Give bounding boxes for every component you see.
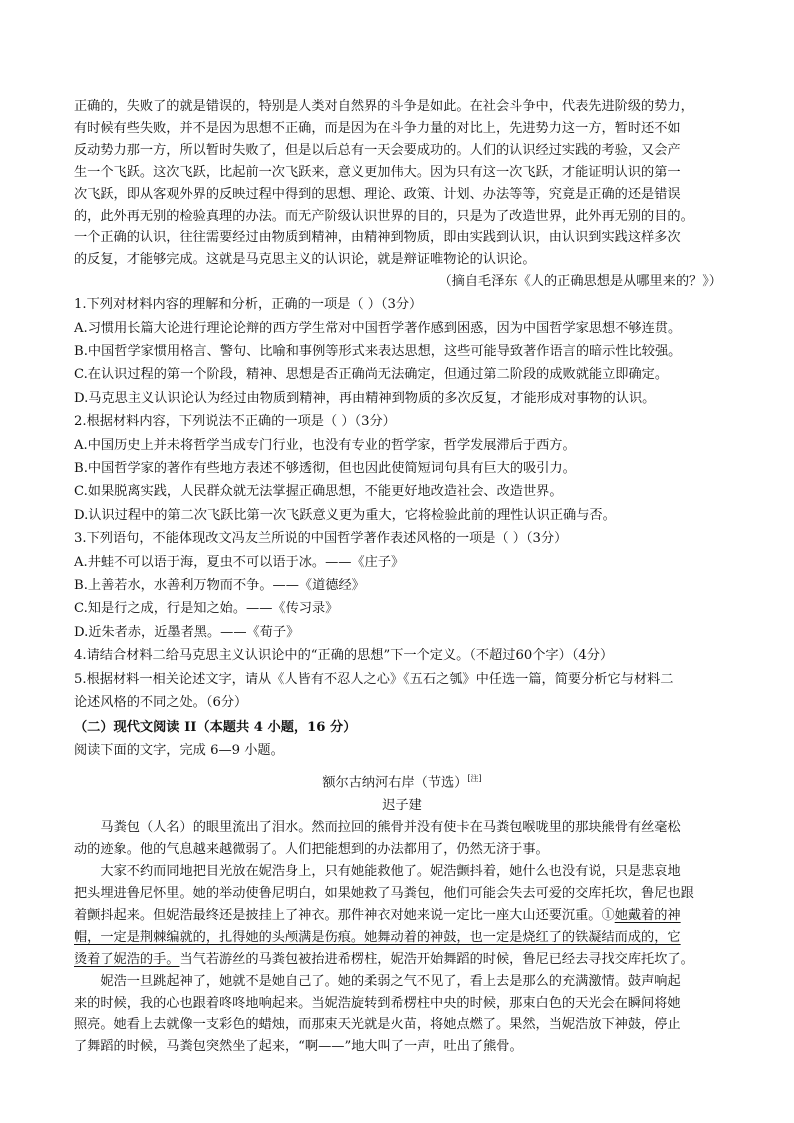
story-title-text: 额尔古纳河右岸（节选） bbox=[322, 775, 468, 791]
underlined-sentence: 烫着了妮浩的手。 bbox=[74, 951, 180, 967]
story-line: 把头埋进鲁尼怀里。她的举动使鲁尼明白，如果她救了马粪包，他们可能会失去可爱的交库托坎，鲁尼也跟 bbox=[74, 885, 694, 901]
question-stem: 2.根据材料内容，下列说法不正确的一项是（ ）（3分） bbox=[74, 414, 396, 430]
story-paragraph-3 bbox=[74, 971, 730, 1059]
story-line bbox=[74, 949, 730, 971]
story-author: 迟子建 bbox=[382, 798, 422, 814]
passage-line: 一个正确的认识，往往需要经过由物质到精神，由精神到物质，即由实践到认识，由认识到实践这样多次 bbox=[74, 230, 681, 246]
option-b: B.中国哲学家惯用格言、警句、比喻和事例等形式来表达思想，这些可能导致著作语言的暗示性比较强。 bbox=[74, 343, 682, 359]
story-line bbox=[74, 905, 730, 927]
story-line: 马粪包（人名）的眼里流出了泪水。然而拉回的熊骨并没有使卡在马粪包喉咙里的那块熊骨有丝毫松 bbox=[100, 820, 681, 836]
question-stem: 4.请结合材料二给马克思主义认识论中的“正确的思想”下一个定义。（不超过60个字）（4分） bbox=[74, 648, 614, 664]
passage-continued bbox=[74, 96, 730, 293]
story-line: 妮浩一旦跳起神了，她就不是她自己了。她的柔弱之气不见了，看上去是那么的充满激情。鼓声响起 bbox=[100, 973, 681, 989]
passage-line: 生一个飞跃。这次飞跃，比起前一次飞跃来，意义更加伟大。因为只有这一次飞跃，才能证明认识的第一 bbox=[74, 164, 681, 180]
passage-line: 正确的，失败了的就是错误的，特别是人类对自然界的斗争是如此。在社会斗争中，代表先进阶级的势力， bbox=[74, 99, 694, 114]
story-paragraph-2 bbox=[74, 861, 730, 971]
option-a: A.井蛙不可以语于海，夏虫不可以语于冰。——《庄子》 bbox=[74, 554, 405, 570]
question-3 bbox=[74, 527, 730, 644]
underlined-sentence: 帽，一定是荆棘编就的，扎得她的头颅满是伤痕。她舞动着的神鼓，也一定是烧红了的铁凝结而成的，它 bbox=[74, 929, 681, 945]
story-paragraph-1 bbox=[74, 817, 730, 861]
question-stem: 5.根据材料一相关论述文字，请从《人皆有不忍人之心》《五石之瓠》中任选一篇，简要分析它与材料二 bbox=[74, 671, 674, 687]
story-line: 了舞蹈的时候，马粪包突然坐了起来，“啊——”地大叫了一声，吐出了熊骨。 bbox=[74, 1039, 523, 1055]
option-d: D.认识过程中的第二次飞跃比第一次飞跃意义更为重大，它将检验此前的理性认识正确与否。 bbox=[74, 507, 616, 523]
passage-line: 有时候有些失败，并不是因为思想不正确，而是因为在斗争力量的对比上，先进势力这一方，暂时还不如 bbox=[74, 120, 681, 136]
option-a: A.中国历史上并未将哲学当成专门行业，也没有专业的哲学家，哲学发展滞后于西方。 bbox=[74, 437, 576, 453]
option-d: D.马克思主义认识论认为经过由物质到精神，再由精神到物质的多次反复，才能形成对事物的认识。 bbox=[74, 390, 656, 406]
option-b: B.上善若水，水善利万物而不争。——《道德经》 bbox=[74, 578, 365, 594]
story-title-note: [注] bbox=[467, 773, 482, 783]
question-5 bbox=[74, 668, 730, 715]
option-c: C.知是行之成，行是知之始。——《传习录》 bbox=[74, 601, 339, 617]
section-heading: （二）现代文阅读 II（本题共 4 小题，16 分） bbox=[74, 720, 357, 736]
story-text: 当气若游丝的马粪包被抬进希楞柱，妮浩开始舞蹈的时候，鲁尼已经去寻找交库托坎了。 bbox=[179, 951, 694, 967]
passage-line: 的反复，才能够完成。这就是马克思主义的认识论，就是辩证唯物论的认识论。 bbox=[74, 252, 536, 268]
question-4 bbox=[74, 644, 730, 667]
passage-source: （摘自毛泽东《人的正确思想是从哪里来的？》） bbox=[438, 274, 722, 290]
story-line: 大家不约而同地把目光放在妮浩身上，只有她能救他了。妮浩颤抖着，她什么也没有说，只是悲哀地 bbox=[100, 864, 681, 880]
question-stem: 3.下列语句，不能体现改文冯友兰所说的中国哲学著作表述风格的一项是（ ）（3分） bbox=[74, 531, 568, 547]
question-stem-continued: 论述风格的不同之处。（6分） bbox=[74, 695, 248, 711]
question-2 bbox=[74, 410, 730, 527]
story-line: 来的时候，我的心也跟着咚咚地响起来。当妮浩旋转到希楞柱中央的时候，那束白色的天光会在瞬间将她 bbox=[74, 995, 681, 1011]
story-line bbox=[74, 927, 730, 949]
section-instruction: 阅读下面的文字，完成 6—9 小题。 bbox=[74, 743, 284, 759]
question-stem: 1.下列对材料内容的理解和分析，正确的一项是（ ）（3分） bbox=[74, 297, 423, 313]
exam-page bbox=[74, 96, 730, 1058]
option-b: B.中国哲学家的著作有些地方表述不够透彻，但也因此使简短词句具有巨大的吸引力。 bbox=[74, 461, 576, 476]
story-line: 动的迹象。他的气息越来越微弱了。人们把能想到的办法都用了，仍然无济于事。 bbox=[74, 842, 549, 858]
story-text: 着颤抖起来。但妮浩最终还是披挂上了神衣。那件神衣对她来说一定比一座大山还要沉重。① bbox=[74, 907, 615, 923]
passage-line: 的，此外再无别的检验真理的办法。而无产阶级认识世界的目的，只是为了改造世界，此外再无别的目的。 bbox=[74, 208, 694, 224]
section-2 bbox=[74, 716, 730, 1058]
story-title bbox=[74, 767, 730, 794]
passage-line: 次飞跃，即从客观外界的反映过程中得到的思想、理论、政策、计划、办法等等，究竟是正确的还是错误 bbox=[74, 186, 681, 202]
option-c: C.如果脱离实践，人民群众就无法掌握正确思想，不能更好地改造社会、改造世界。 bbox=[74, 484, 563, 500]
question-1 bbox=[74, 293, 730, 410]
option-a: A.习惯用长篇大论进行理论论辩的西方学生常对中国哲学著作感到困惑，因为中国哲学家思想不够连贯。 bbox=[74, 320, 682, 336]
option-c: C.在认识过程的第一个阶段，精神、思想是否正确尚无法确定，但通过第二阶段的成败就能立即确定。 bbox=[74, 367, 669, 383]
option-d: D.近朱者赤，近墨者黑。——《荀子》 bbox=[74, 624, 300, 640]
underlined-sentence: 她戴着的神 bbox=[614, 907, 681, 923]
passage-line: 反动势力那一方，所以暂时失败了，但是以后总有一天会要成功的。人们的认识经过实践的考验，又会产 bbox=[74, 142, 681, 158]
story-line: 照亮。她看上去就像一支彩色的蜡烛，而那束天光就是火苗，将她点燃了。果然，当妮浩放下神鼓，停止 bbox=[74, 1017, 681, 1033]
